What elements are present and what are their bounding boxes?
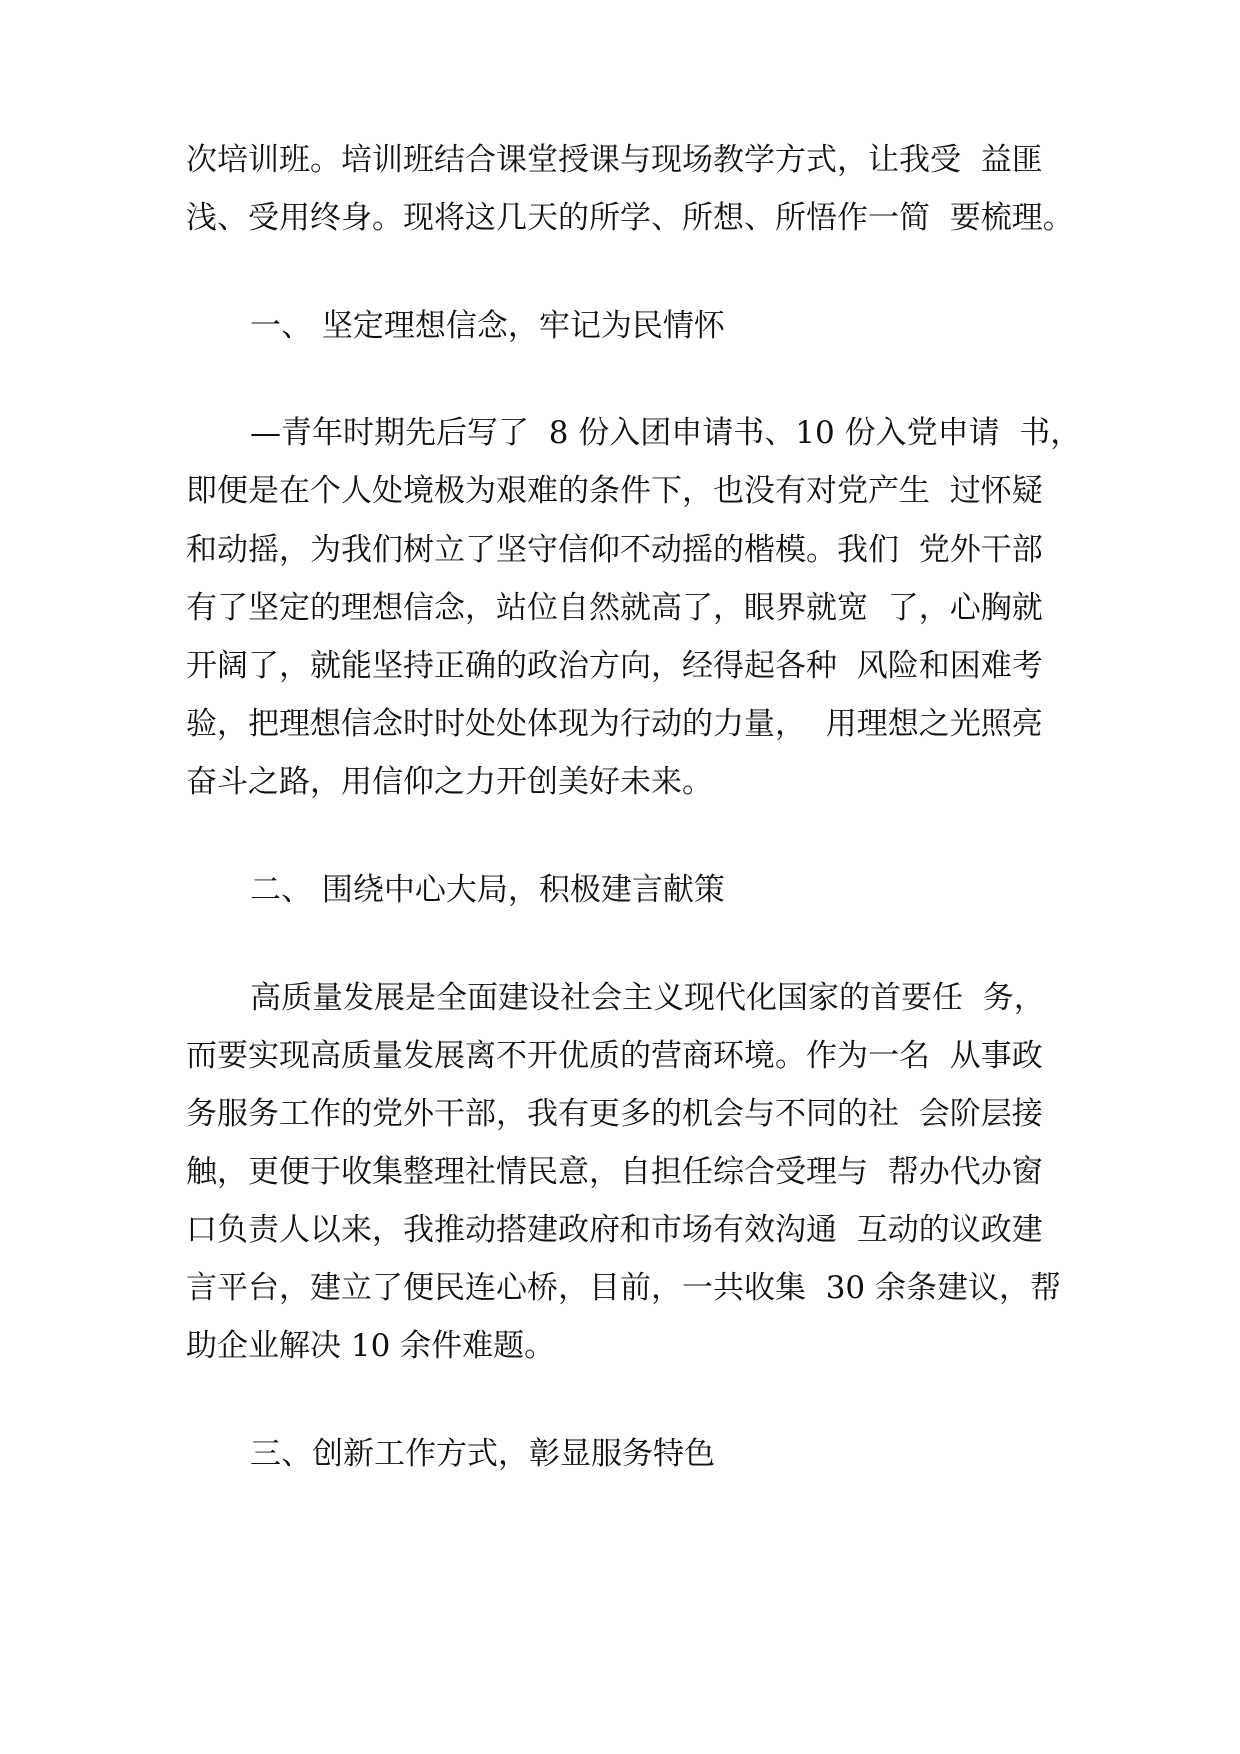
section-1-line-4: 有了坚定的理想信念，站位自然就高了，眼界就宽 了，心胸就 bbox=[186, 590, 1043, 626]
section-2-line-7: 助企业解决 10 余件难题。 bbox=[186, 1328, 556, 1364]
section-2-line-2: 而要实现高质量发展离不开优质的营商环境。作为一名 从事政 bbox=[186, 1038, 1043, 1074]
section-2-line-6: 言平台，建立了便民连心桥，目前，一共收集 30 余条建议，帮 bbox=[186, 1270, 1062, 1306]
intro-line-2: 浅、受用终身。现将这几天的所学、所想、所悟作一简 要梳理。 bbox=[186, 200, 1074, 236]
section-1-heading: 一、 坚定理想信念，牢记为民情怀 bbox=[250, 308, 725, 344]
section-2-heading: 二、 围绕中心大局，积极建言献策 bbox=[250, 872, 725, 908]
section-1-line-3: 和动摇，为我们树立了坚守信仰不动摇的楷模。我们 党外干部 bbox=[186, 532, 1043, 568]
section-1-line-6: 验，把理想信念时时处处体现为行动的力量， 用理想之光照亮 bbox=[186, 706, 1043, 742]
section-2-line-3: 务服务工作的党外干部，我有更多的机会与不同的社 会阶层接 bbox=[186, 1096, 1043, 1132]
section-2-line-4: 触，更便于收集整理社情民意，自担任综合受理与 帮办代办窗 bbox=[186, 1154, 1043, 1190]
section-1-line-5: 开阔了，就能坚持正确的政治方向，经得起各种 风险和困难考 bbox=[186, 648, 1043, 684]
section-1-line-1: —青年时期先后写了 8 份入团申请书、10 份入党申请 书， bbox=[250, 415, 1082, 451]
section-2-line-1: 高质量发展是全面建设社会主义现代化国家的首要任 务， bbox=[250, 980, 1045, 1016]
section-1-line-7: 奋斗之路，用信仰之力开创美好未来。 bbox=[186, 764, 713, 800]
intro-line-1: 次培训班。培训班结合课堂授课与现场教学方式，让我受 益匪 bbox=[186, 142, 1043, 178]
section-2-line-5: 口负责人以来，我推动搭建政府和市场有效沟通 互动的议政建 bbox=[186, 1212, 1043, 1248]
section-3-heading: 三、创新工作方式，彰显服务特色 bbox=[250, 1436, 715, 1472]
section-1-line-2: 即便是在个人处境极为艰难的条件下，也没有对党产生 过怀疑 bbox=[186, 473, 1043, 509]
